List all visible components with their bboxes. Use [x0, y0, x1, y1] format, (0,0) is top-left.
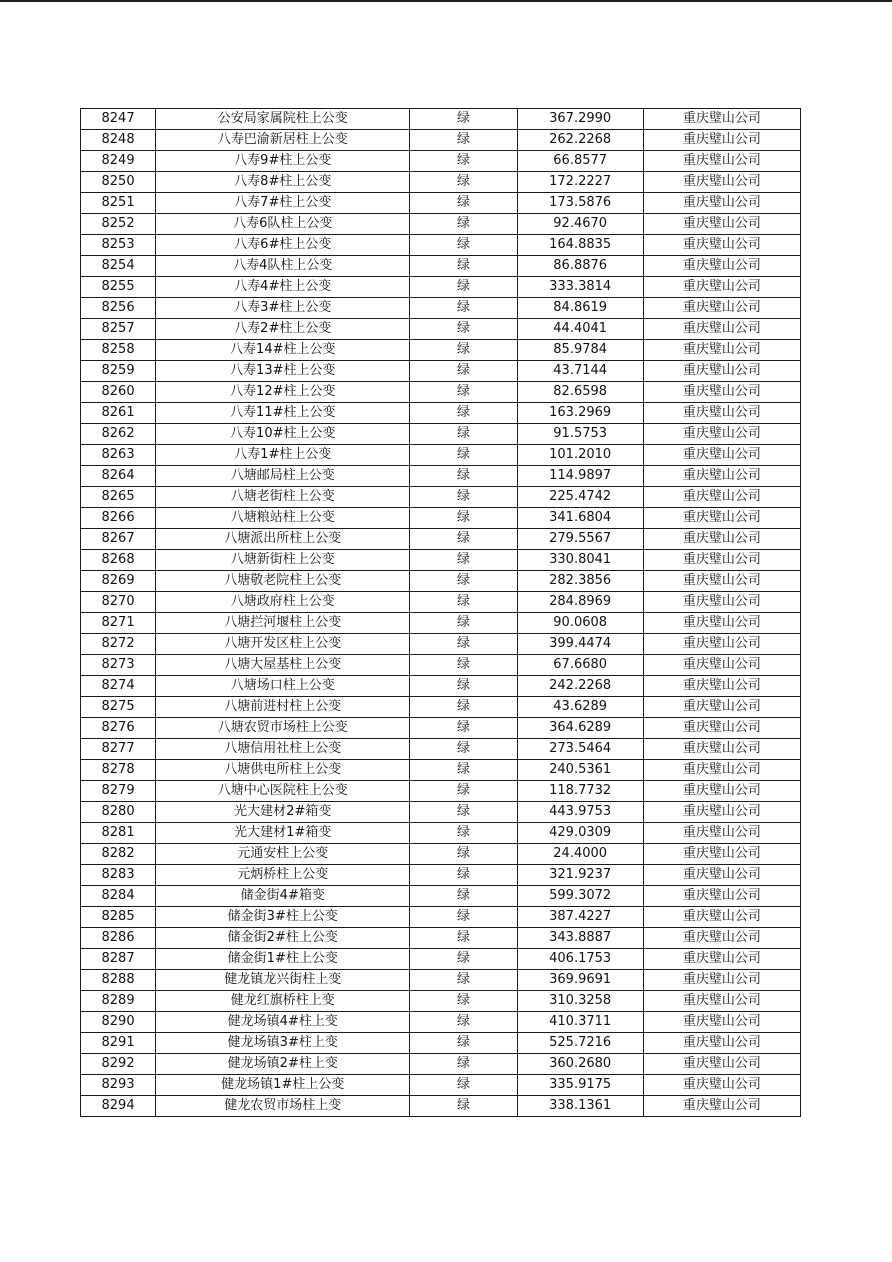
- row-id-cell: 8252: [81, 214, 156, 235]
- transformer-name-cell: 储金街4#箱变: [156, 886, 410, 907]
- company-cell: 重庆璧山公司: [643, 676, 800, 697]
- status-color-cell: 绿: [410, 424, 517, 445]
- row-id-cell: 8287: [81, 949, 156, 970]
- table-row: [81, 361, 801, 382]
- value-cell: 443.9753: [517, 802, 643, 823]
- table-row: [81, 676, 801, 697]
- company-cell: 重庆璧山公司: [643, 1054, 800, 1075]
- table-row: [81, 529, 801, 550]
- transformer-name-cell: 八寿10#柱上公变: [156, 424, 410, 445]
- status-color-cell: 绿: [410, 382, 517, 403]
- table-row: [81, 1054, 801, 1075]
- row-id-cell: 8276: [81, 718, 156, 739]
- row-id-cell: 8247: [81, 109, 156, 130]
- transformer-name-cell: 元炳桥柱上公变: [156, 865, 410, 886]
- table-row: [81, 172, 801, 193]
- company-cell: 重庆璧山公司: [643, 109, 800, 130]
- table-row: [81, 991, 801, 1012]
- value-cell: 164.8835: [517, 235, 643, 256]
- table-row: [81, 298, 801, 319]
- value-cell: 262.2268: [517, 130, 643, 151]
- status-color-cell: 绿: [410, 1075, 517, 1096]
- row-id-cell: 8264: [81, 466, 156, 487]
- value-cell: 321.9237: [517, 865, 643, 886]
- transformer-name-cell: 八塘敬老院柱上公变: [156, 571, 410, 592]
- table-row: [81, 487, 801, 508]
- table-row: [81, 613, 801, 634]
- table-row: [81, 256, 801, 277]
- row-id-cell: 8263: [81, 445, 156, 466]
- row-id-cell: 8283: [81, 865, 156, 886]
- value-cell: 333.3814: [517, 277, 643, 298]
- table-row: [81, 823, 801, 844]
- transformer-name-cell: 八寿6队柱上公变: [156, 214, 410, 235]
- status-color-cell: 绿: [410, 1096, 517, 1117]
- row-id-cell: 8294: [81, 1096, 156, 1117]
- company-cell: 重庆璧山公司: [643, 1033, 800, 1054]
- table-row: [81, 1096, 801, 1117]
- value-cell: 406.1753: [517, 949, 643, 970]
- row-id-cell: 8248: [81, 130, 156, 151]
- table-row: [81, 907, 801, 928]
- company-cell: 重庆璧山公司: [643, 193, 800, 214]
- company-cell: 重庆璧山公司: [643, 508, 800, 529]
- transformer-name-cell: 光大建材2#箱变: [156, 802, 410, 823]
- transformer-name-cell: 八塘场口柱上公变: [156, 676, 410, 697]
- table-row: [81, 424, 801, 445]
- table-row: [81, 928, 801, 949]
- row-id-cell: 8251: [81, 193, 156, 214]
- table-row: [81, 340, 801, 361]
- value-cell: 67.6680: [517, 655, 643, 676]
- status-color-cell: 绿: [410, 571, 517, 592]
- table-row: [81, 214, 801, 235]
- company-cell: 重庆璧山公司: [643, 949, 800, 970]
- company-cell: 重庆璧山公司: [643, 760, 800, 781]
- status-color-cell: 绿: [410, 781, 517, 802]
- table-row: [81, 739, 801, 760]
- row-id-cell: 8277: [81, 739, 156, 760]
- row-id-cell: 8286: [81, 928, 156, 949]
- company-cell: 重庆璧山公司: [643, 571, 800, 592]
- transformer-name-cell: 八寿2#柱上公变: [156, 319, 410, 340]
- value-cell: 90.0608: [517, 613, 643, 634]
- transformer-name-cell: 公安局家属院柱上公变: [156, 109, 410, 130]
- row-id-cell: 8289: [81, 991, 156, 1012]
- transformer-name-cell: 八塘拦河堰柱上公变: [156, 613, 410, 634]
- status-color-cell: 绿: [410, 403, 517, 424]
- company-cell: 重庆璧山公司: [643, 739, 800, 760]
- status-color-cell: 绿: [410, 949, 517, 970]
- company-cell: 重庆璧山公司: [643, 340, 800, 361]
- company-cell: 重庆璧山公司: [643, 907, 800, 928]
- company-cell: 重庆璧山公司: [643, 550, 800, 571]
- transformer-name-cell: 八寿4队柱上公变: [156, 256, 410, 277]
- row-id-cell: 8291: [81, 1033, 156, 1054]
- row-id-cell: 8290: [81, 1012, 156, 1033]
- row-id-cell: 8256: [81, 298, 156, 319]
- transformer-name-cell: 八塘中心医院柱上公变: [156, 781, 410, 802]
- company-cell: 重庆璧山公司: [643, 802, 800, 823]
- value-cell: 91.5753: [517, 424, 643, 445]
- company-cell: 重庆璧山公司: [643, 718, 800, 739]
- company-cell: 重庆璧山公司: [643, 655, 800, 676]
- company-cell: 重庆璧山公司: [643, 319, 800, 340]
- company-cell: 重庆璧山公司: [643, 1075, 800, 1096]
- value-cell: 273.5464: [517, 739, 643, 760]
- transformer-name-cell: 健龙红旗桥柱上变: [156, 991, 410, 1012]
- status-color-cell: 绿: [410, 634, 517, 655]
- row-id-cell: 8292: [81, 1054, 156, 1075]
- status-color-cell: 绿: [410, 907, 517, 928]
- value-cell: 101.2010: [517, 445, 643, 466]
- company-cell: 重庆璧山公司: [643, 844, 800, 865]
- company-cell: 重庆璧山公司: [643, 151, 800, 172]
- status-color-cell: 绿: [410, 739, 517, 760]
- transformer-name-cell: 储金街1#柱上公变: [156, 949, 410, 970]
- row-id-cell: 8284: [81, 886, 156, 907]
- row-id-cell: 8288: [81, 970, 156, 991]
- status-color-cell: 绿: [410, 865, 517, 886]
- table-row: [81, 319, 801, 340]
- transformer-name-cell: 八寿9#柱上公变: [156, 151, 410, 172]
- transformer-name-cell: 八寿7#柱上公变: [156, 193, 410, 214]
- row-id-cell: 8273: [81, 655, 156, 676]
- value-cell: 279.5567: [517, 529, 643, 550]
- transformer-name-cell: 八塘老街柱上公变: [156, 487, 410, 508]
- value-cell: 399.4474: [517, 634, 643, 655]
- value-cell: 410.3711: [517, 1012, 643, 1033]
- transformer-name-cell: 八寿12#柱上公变: [156, 382, 410, 403]
- transformer-name-cell: 八寿8#柱上公变: [156, 172, 410, 193]
- value-cell: 43.7144: [517, 361, 643, 382]
- status-color-cell: 绿: [410, 508, 517, 529]
- status-color-cell: 绿: [410, 529, 517, 550]
- company-cell: 重庆璧山公司: [643, 970, 800, 991]
- transformer-name-cell: 八塘派出所柱上公变: [156, 529, 410, 550]
- value-cell: 364.6289: [517, 718, 643, 739]
- company-cell: 重庆璧山公司: [643, 424, 800, 445]
- table-row: [81, 550, 801, 571]
- row-id-cell: 8250: [81, 172, 156, 193]
- transformer-name-cell: 健龙场镇3#柱上变: [156, 1033, 410, 1054]
- status-color-cell: 绿: [410, 298, 517, 319]
- table-row: [81, 508, 801, 529]
- table-row: [81, 781, 801, 802]
- transformer-name-cell: 八寿3#柱上公变: [156, 298, 410, 319]
- row-id-cell: 8260: [81, 382, 156, 403]
- value-cell: 240.5361: [517, 760, 643, 781]
- transformer-name-cell: 健龙场镇1#柱上公变: [156, 1075, 410, 1096]
- transformer-name-cell: 八寿1#柱上公变: [156, 445, 410, 466]
- row-id-cell: 8269: [81, 571, 156, 592]
- transformer-name-cell: 八塘邮局柱上公变: [156, 466, 410, 487]
- table-row: [81, 886, 801, 907]
- row-id-cell: 8261: [81, 403, 156, 424]
- status-color-cell: 绿: [410, 592, 517, 613]
- status-color-cell: 绿: [410, 235, 517, 256]
- transformer-name-cell: 八寿6#柱上公变: [156, 235, 410, 256]
- value-cell: 360.2680: [517, 1054, 643, 1075]
- page-top-border: [0, 0, 892, 2]
- table-row: [81, 130, 801, 151]
- row-id-cell: 8253: [81, 235, 156, 256]
- value-cell: 85.9784: [517, 340, 643, 361]
- transformer-name-cell: 健龙农贸市场柱上变: [156, 1096, 410, 1117]
- status-color-cell: 绿: [410, 802, 517, 823]
- table-row: [81, 235, 801, 256]
- value-cell: 43.6289: [517, 697, 643, 718]
- status-color-cell: 绿: [410, 445, 517, 466]
- company-cell: 重庆璧山公司: [643, 130, 800, 151]
- status-color-cell: 绿: [410, 655, 517, 676]
- transformer-name-cell: 八塘大屋基柱上公变: [156, 655, 410, 676]
- value-cell: 82.6598: [517, 382, 643, 403]
- transformer-name-cell: 健龙场镇2#柱上变: [156, 1054, 410, 1075]
- status-color-cell: 绿: [410, 277, 517, 298]
- row-id-cell: 8280: [81, 802, 156, 823]
- transformer-name-cell: 八塘新街柱上公变: [156, 550, 410, 571]
- value-cell: 335.9175: [517, 1075, 643, 1096]
- transformer-name-cell: 八塘信用社柱上公变: [156, 739, 410, 760]
- transformer-name-cell: 八塘开发区柱上公变: [156, 634, 410, 655]
- table-row: [81, 760, 801, 781]
- transformer-name-cell: 八塘供电所柱上公变: [156, 760, 410, 781]
- status-color-cell: 绿: [410, 676, 517, 697]
- transformer-name-cell: 八寿4#柱上公变: [156, 277, 410, 298]
- company-cell: 重庆璧山公司: [643, 823, 800, 844]
- status-color-cell: 绿: [410, 760, 517, 781]
- status-color-cell: 绿: [410, 928, 517, 949]
- value-cell: 66.8577: [517, 151, 643, 172]
- status-color-cell: 绿: [410, 487, 517, 508]
- status-color-cell: 绿: [410, 550, 517, 571]
- transformer-name-cell: 八塘农贸市场柱上公变: [156, 718, 410, 739]
- status-color-cell: 绿: [410, 172, 517, 193]
- table-row: [81, 109, 801, 130]
- table-row: [81, 1033, 801, 1054]
- row-id-cell: 8271: [81, 613, 156, 634]
- row-id-cell: 8274: [81, 676, 156, 697]
- transformer-table: [80, 108, 801, 1117]
- company-cell: 重庆璧山公司: [643, 928, 800, 949]
- company-cell: 重庆璧山公司: [643, 277, 800, 298]
- row-id-cell: 8267: [81, 529, 156, 550]
- table-row: [81, 592, 801, 613]
- company-cell: 重庆璧山公司: [643, 1096, 800, 1117]
- table-row: [81, 277, 801, 298]
- value-cell: 172.2227: [517, 172, 643, 193]
- status-color-cell: 绿: [410, 109, 517, 130]
- company-cell: 重庆璧山公司: [643, 886, 800, 907]
- company-cell: 重庆璧山公司: [643, 382, 800, 403]
- row-id-cell: 8285: [81, 907, 156, 928]
- status-color-cell: 绿: [410, 130, 517, 151]
- table-row: [81, 697, 801, 718]
- row-id-cell: 8272: [81, 634, 156, 655]
- status-color-cell: 绿: [410, 886, 517, 907]
- company-cell: 重庆璧山公司: [643, 298, 800, 319]
- row-id-cell: 8258: [81, 340, 156, 361]
- value-cell: 310.3258: [517, 991, 643, 1012]
- status-color-cell: 绿: [410, 991, 517, 1012]
- transformer-name-cell: 元通安柱上公变: [156, 844, 410, 865]
- row-id-cell: 8255: [81, 277, 156, 298]
- value-cell: 343.8887: [517, 928, 643, 949]
- status-color-cell: 绿: [410, 193, 517, 214]
- company-cell: 重庆璧山公司: [643, 865, 800, 886]
- status-color-cell: 绿: [410, 1012, 517, 1033]
- company-cell: 重庆璧山公司: [643, 991, 800, 1012]
- company-cell: 重庆璧山公司: [643, 466, 800, 487]
- company-cell: 重庆璧山公司: [643, 214, 800, 235]
- transformer-name-cell: 八寿11#柱上公变: [156, 403, 410, 424]
- value-cell: 369.9691: [517, 970, 643, 991]
- status-color-cell: 绿: [410, 340, 517, 361]
- table-row: [81, 949, 801, 970]
- company-cell: 重庆璧山公司: [643, 781, 800, 802]
- company-cell: 重庆璧山公司: [643, 256, 800, 277]
- company-cell: 重庆璧山公司: [643, 1012, 800, 1033]
- table-row: [81, 571, 801, 592]
- value-cell: 525.7216: [517, 1033, 643, 1054]
- value-cell: 284.8969: [517, 592, 643, 613]
- row-id-cell: 8262: [81, 424, 156, 445]
- table-row: [81, 802, 801, 823]
- row-id-cell: 8278: [81, 760, 156, 781]
- transformer-name-cell: 八寿14#柱上公变: [156, 340, 410, 361]
- value-cell: 338.1361: [517, 1096, 643, 1117]
- company-cell: 重庆璧山公司: [643, 403, 800, 424]
- company-cell: 重庆璧山公司: [643, 235, 800, 256]
- company-cell: 重庆璧山公司: [643, 634, 800, 655]
- table-row: [81, 1075, 801, 1096]
- row-id-cell: 8266: [81, 508, 156, 529]
- value-cell: 86.8876: [517, 256, 643, 277]
- row-id-cell: 8268: [81, 550, 156, 571]
- value-cell: 84.8619: [517, 298, 643, 319]
- transformer-name-cell: 光大建材1#箱变: [156, 823, 410, 844]
- value-cell: 173.5876: [517, 193, 643, 214]
- row-id-cell: 8259: [81, 361, 156, 382]
- value-cell: 387.4227: [517, 907, 643, 928]
- company-cell: 重庆璧山公司: [643, 445, 800, 466]
- status-color-cell: 绿: [410, 319, 517, 340]
- company-cell: 重庆璧山公司: [643, 361, 800, 382]
- value-cell: 163.2969: [517, 403, 643, 424]
- transformer-name-cell: 八寿13#柱上公变: [156, 361, 410, 382]
- status-color-cell: 绿: [410, 844, 517, 865]
- value-cell: 429.0309: [517, 823, 643, 844]
- table-row: [81, 151, 801, 172]
- row-id-cell: 8257: [81, 319, 156, 340]
- transformer-name-cell: 八塘前进村柱上公变: [156, 697, 410, 718]
- table-row: [81, 466, 801, 487]
- row-id-cell: 8275: [81, 697, 156, 718]
- transformer-name-cell: 健龙镇龙兴街柱上变: [156, 970, 410, 991]
- company-cell: 重庆璧山公司: [643, 592, 800, 613]
- transformer-name-cell: 储金街3#柱上公变: [156, 907, 410, 928]
- value-cell: 599.3072: [517, 886, 643, 907]
- status-color-cell: 绿: [410, 823, 517, 844]
- row-id-cell: 8270: [81, 592, 156, 613]
- table-row: [81, 865, 801, 886]
- row-id-cell: 8249: [81, 151, 156, 172]
- value-cell: 225.4742: [517, 487, 643, 508]
- company-cell: 重庆璧山公司: [643, 172, 800, 193]
- value-cell: 118.7732: [517, 781, 643, 802]
- value-cell: 330.8041: [517, 550, 643, 571]
- status-color-cell: 绿: [410, 361, 517, 382]
- company-cell: 重庆璧山公司: [643, 487, 800, 508]
- table-row: [81, 844, 801, 865]
- status-color-cell: 绿: [410, 466, 517, 487]
- row-id-cell: 8254: [81, 256, 156, 277]
- company-cell: 重庆璧山公司: [643, 697, 800, 718]
- transformer-name-cell: 八寿巴渝新居柱上公变: [156, 130, 410, 151]
- value-cell: 282.3856: [517, 571, 643, 592]
- value-cell: 242.2268: [517, 676, 643, 697]
- transformer-name-cell: 八塘粮站柱上公变: [156, 508, 410, 529]
- table-row: [81, 1012, 801, 1033]
- table-row: [81, 193, 801, 214]
- table-row: [81, 403, 801, 424]
- transformer-name-cell: 储金街2#柱上公变: [156, 928, 410, 949]
- row-id-cell: 8281: [81, 823, 156, 844]
- status-color-cell: 绿: [410, 697, 517, 718]
- status-color-cell: 绿: [410, 256, 517, 277]
- status-color-cell: 绿: [410, 1054, 517, 1075]
- status-color-cell: 绿: [410, 970, 517, 991]
- value-cell: 44.4041: [517, 319, 643, 340]
- company-cell: 重庆璧山公司: [643, 613, 800, 634]
- table-row: [81, 655, 801, 676]
- status-color-cell: 绿: [410, 151, 517, 172]
- value-cell: 24.4000: [517, 844, 643, 865]
- company-cell: 重庆璧山公司: [643, 529, 800, 550]
- status-color-cell: 绿: [410, 718, 517, 739]
- row-id-cell: 8282: [81, 844, 156, 865]
- status-color-cell: 绿: [410, 1033, 517, 1054]
- table-row: [81, 382, 801, 403]
- table-row: [81, 445, 801, 466]
- table-row: [81, 718, 801, 739]
- status-color-cell: 绿: [410, 214, 517, 235]
- value-cell: 92.4670: [517, 214, 643, 235]
- row-id-cell: 8293: [81, 1075, 156, 1096]
- table-row: [81, 634, 801, 655]
- value-cell: 114.9897: [517, 466, 643, 487]
- value-cell: 367.2990: [517, 109, 643, 130]
- value-cell: 341.6804: [517, 508, 643, 529]
- row-id-cell: 8265: [81, 487, 156, 508]
- transformer-name-cell: 健龙场镇4#柱上变: [156, 1012, 410, 1033]
- status-color-cell: 绿: [410, 613, 517, 634]
- table-body: [81, 109, 801, 1117]
- transformer-name-cell: 八塘政府柱上公变: [156, 592, 410, 613]
- row-id-cell: 8279: [81, 781, 156, 802]
- table-row: [81, 970, 801, 991]
